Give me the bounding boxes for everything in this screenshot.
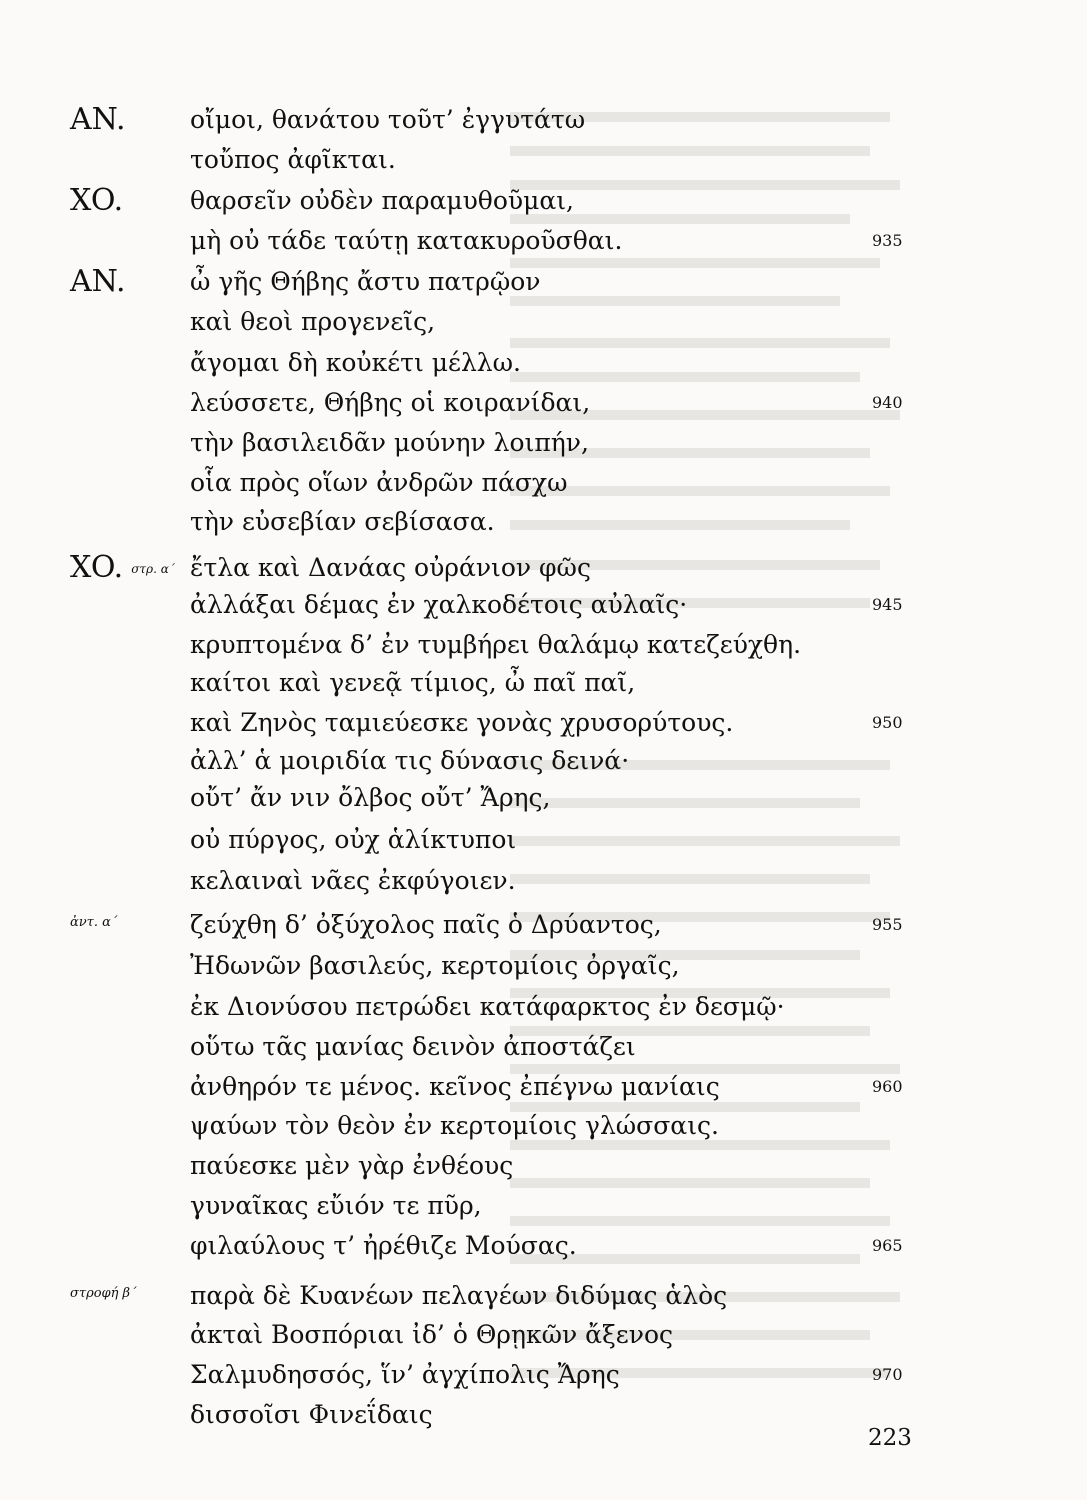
verse-row — [0, 383, 1087, 423]
verse-row — [0, 1106, 1087, 1146]
verse-line: ἀκταὶ Βοσπόριαι ἰδ’ ὁ Θρῃκῶν ἄξενος — [190, 1320, 673, 1349]
verse-row — [0, 502, 1087, 542]
verse-row — [0, 625, 1087, 665]
verse-line: παύεσκε μὲν γὰρ ἐνθέους — [190, 1151, 514, 1180]
verse-row — [0, 1315, 1087, 1355]
strophe-label: ἀντ. α΄ — [70, 915, 118, 930]
verse-row — [0, 946, 1087, 986]
line-number: 935 — [872, 231, 903, 250]
verse-line: οὔτ’ ἄν νιν ὄλβος οὔτ’ Ἄρης, — [190, 783, 551, 812]
verse-row — [0, 861, 1087, 901]
verse-line: ἔτλα καὶ Δανάας οὐράνιον φῶς — [190, 553, 591, 582]
verse-line: λεύσσετε, Θήβης οἱ κοιρανίδαι, — [190, 388, 591, 417]
verse-line: ἀλλάξαι δέμας ἐν χαλκοδέτοις αὐλαῖς· — [190, 590, 688, 619]
verse-line: τὴν εὐσεβίαν σεβίσασα. — [190, 507, 495, 536]
verse-row — [0, 140, 1087, 180]
verse-row — [0, 703, 1087, 743]
verse-row — [0, 548, 1087, 588]
verse-row — [0, 1226, 1087, 1266]
line-number: 970 — [872, 1365, 903, 1384]
verse-line: παρὰ δὲ Κυανέων πελαγέων διδύμας ἁλὸς — [190, 1281, 728, 1310]
verse-line: ἀνθηρόν τε μένος. κεῖνος ἐπέγνω μανίαις — [190, 1072, 720, 1101]
verse-row — [0, 820, 1087, 860]
verse-line: κρυπτομένα δ’ ἐν τυμβήρει θαλάμῳ κατεζεύχθη. — [190, 630, 802, 659]
verse-line: τοὔπος ἀφῖκται. — [190, 145, 396, 174]
verse-line: οὕτω τᾶς μανίας δεινὸν ἀποστάζει — [190, 1032, 636, 1061]
verse-line: φιλαύλους τ’ ἠρέθιζε Μούσας. — [190, 1231, 577, 1260]
line-number: 940 — [872, 393, 903, 412]
verse-row — [0, 343, 1087, 383]
verse-row — [0, 463, 1087, 503]
verse-line: τὴν βασιλειδᾶν μούνην λοιπήν, — [190, 428, 589, 457]
verse-row — [0, 905, 1087, 945]
verse-row — [0, 181, 1087, 221]
verse-line: ὦ γῆς Θήβης ἄστυ πατρῷον — [190, 267, 541, 296]
verse-row — [0, 1355, 1087, 1395]
verse-row — [0, 221, 1087, 261]
speaker-label: XO. — [70, 183, 124, 218]
verse-row — [0, 1395, 1087, 1435]
speaker-label: XO. στρ. α΄ — [70, 550, 175, 585]
verse-row — [0, 423, 1087, 463]
verse-row — [0, 778, 1087, 818]
page-number: 223 — [868, 1425, 912, 1451]
verse-line: ἀλλ’ ἁ μοιριδία τις δύνασις δεινά· — [190, 746, 630, 775]
verse-line: θαρσεῖν οὐδὲν παραμυθοῦμαι, — [190, 186, 574, 215]
verse-row — [0, 1186, 1087, 1226]
verse-row — [0, 1067, 1087, 1107]
verse-row — [0, 585, 1087, 625]
verse-line: καὶ θεοὶ προγενεῖς, — [190, 307, 436, 336]
verse-line: οἴμοι, θανάτου τοῦτ’ ἐγγυτάτω — [190, 105, 586, 134]
verse-row — [0, 987, 1087, 1027]
verse-row — [0, 741, 1087, 781]
verse-line: καὶ Ζηνὸς ταμιεύεσκε γονὰς χρυσορύτους. — [190, 708, 734, 737]
verse-line: Ἠδωνῶν βασιλεύς, κερτομίοις ὀργαῖς, — [190, 951, 680, 980]
verse-line: ζεύχθη δ’ ὀξύχολος παῖς ὁ Δρύαντος, — [190, 910, 662, 939]
line-number: 945 — [872, 595, 903, 614]
verse-line: μὴ οὐ τάδε ταύτῃ κατακυροῦσθαι. — [190, 226, 623, 255]
strophe-label: στροφή β΄ — [70, 1286, 137, 1301]
line-number: 950 — [872, 713, 903, 732]
verse-line: ψαύων τὸν θεὸν ἐν κερτομίοις γλώσσαις. — [190, 1111, 719, 1140]
verse-row — [0, 663, 1087, 703]
line-number: 960 — [872, 1077, 903, 1096]
speaker-label: AN. — [70, 264, 126, 299]
line-number: 955 — [872, 915, 903, 934]
verse-line: καίτοι καὶ γενεᾷ τίμιος, ὦ παῖ παῖ, — [190, 668, 636, 697]
verse-line: δισσοῖσι Φινεΐδαις — [190, 1400, 433, 1429]
verse-row — [0, 262, 1087, 302]
verse-line: ἐκ Διονύσου πετρώδει κατάφαρκτος ἐν δεσμῷ· — [190, 992, 785, 1021]
verse-line: Σαλμυδησσός, ἵν’ ἀγχίπολις Ἄρης — [190, 1360, 620, 1389]
verse-row — [0, 1027, 1087, 1067]
verse-line: κελαιναὶ νᾶες ἐκφύγοιεν. — [190, 866, 516, 895]
line-number: 965 — [872, 1236, 903, 1255]
verse-line: οἷα πρὸς οἵων ἀνδρῶν πάσχω — [190, 468, 568, 497]
strophe-tag: στρ. α΄ — [131, 562, 175, 576]
verse-line: ἄγομαι δὴ κοὐκέτι μέλλω. — [190, 348, 521, 377]
verse-line: οὐ πύργος, οὐχ ἁλίκτυποι — [190, 825, 517, 854]
verse-row — [0, 100, 1087, 140]
verse-row — [0, 302, 1087, 342]
verse-row — [0, 1146, 1087, 1186]
verse-row — [0, 1276, 1087, 1316]
speaker-label: AN. — [70, 102, 126, 137]
verse-line: γυναῖκας εὔιόν τε πῦρ, — [190, 1191, 482, 1220]
